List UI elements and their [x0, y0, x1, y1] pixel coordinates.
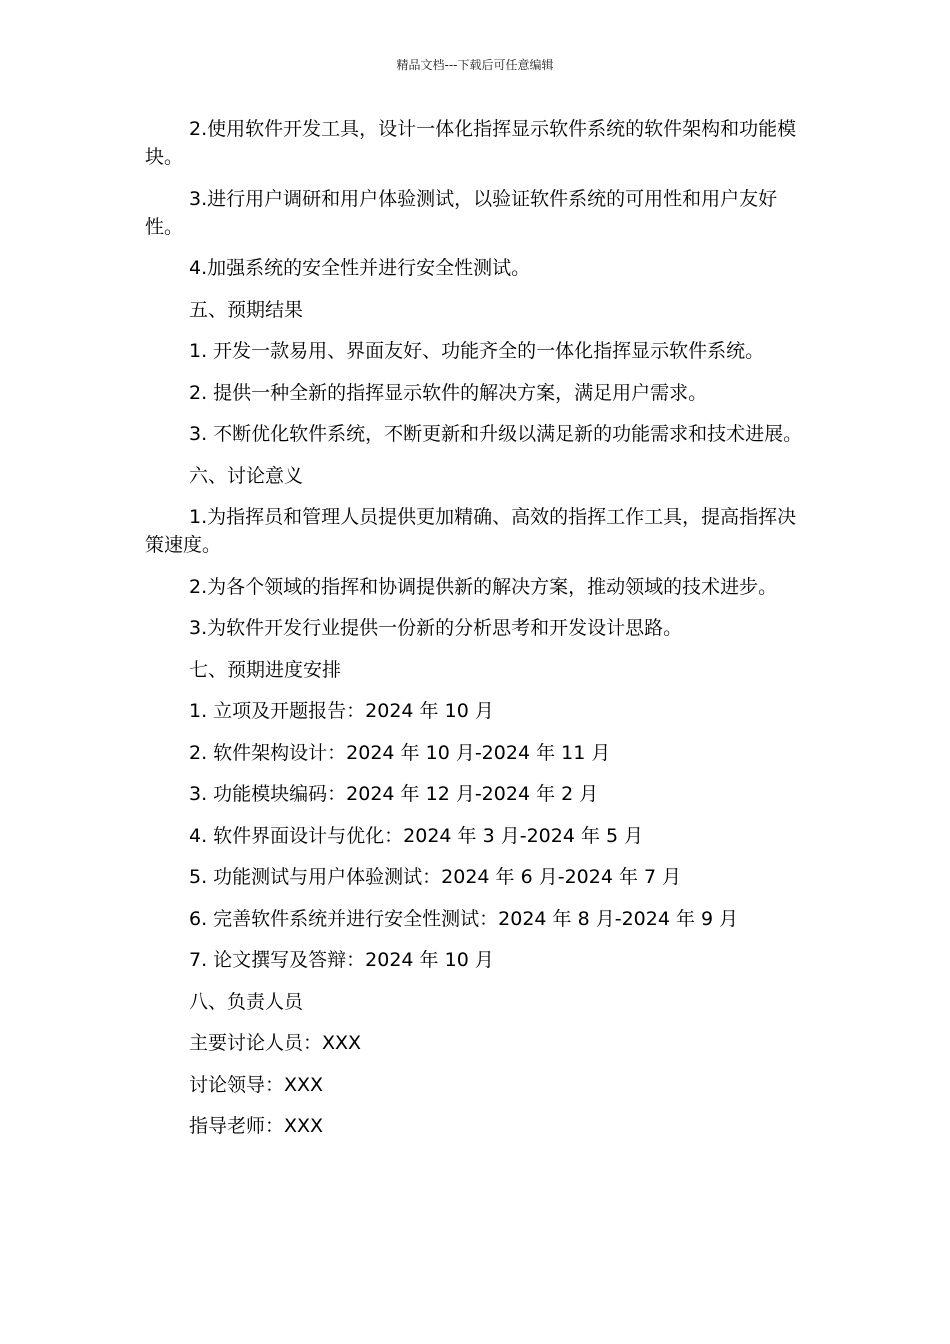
document-body — [145, 115, 811, 1154]
personnel-advisor: 指导老师：XXX — [189, 1115, 324, 1137]
paragraph-significance-2: 2.为各个领域的指挥和协调提供新的解决方案，推动领域的技术进步。 — [189, 575, 778, 598]
schedule-item-2: 2. 软件架构设计：2024 年 10 月-2024 年 11 月 — [189, 741, 611, 764]
schedule-item-5: 5. 功能测试与用户体验测试：2024 年 6 月-2024 年 7 月 — [189, 866, 682, 888]
personnel-main-researcher: 主要讨论人员：XXX — [189, 1032, 362, 1054]
paragraph-task-4: 4.加强系统的安全性并进行安全性测试。 — [189, 257, 531, 279]
personnel-leader: 讨论领导：XXX — [189, 1073, 324, 1096]
paragraph-significance-3: 3.为软件开发行业提供一份新的分析思考和开发设计思路。 — [189, 617, 683, 639]
paragraph-significance-1: 1.为指挥员和管理人员提供更加精确、高效的指挥工作工具，提高指挥决策速度。 — [145, 506, 797, 556]
schedule-item-6: 6. 完善软件系统并进行安全性测试：2024 年 8 月-2024 年 9 月 — [189, 907, 739, 930]
section-heading-significance: 六、讨论意义 — [189, 464, 304, 487]
schedule-item-4: 4. 软件界面设计与优化：2024 年 3 月-2024 年 5 月 — [189, 824, 644, 847]
paragraph-task-3: 3.进行用户调研和用户体验测试，以验证软件系统的可用性和用户友好性。 — [145, 187, 778, 238]
section-heading-expected-results: 五、预期结果 — [189, 298, 304, 321]
paragraph-result-2: 2. 提供一种全新的指挥显示软件的解决方案，满足用户需求。 — [189, 381, 708, 404]
schedule-item-3: 3. 功能模块编码：2024 年 12 月-2024 年 2 月 — [189, 783, 599, 805]
schedule-item-1: 1. 立项及开题报告：2024 年 10 月 — [189, 700, 494, 722]
paragraph-result-1: 1. 开发一款易用、界面友好、功能齐全的一体化指挥显示软件系统。 — [189, 340, 765, 362]
paragraph-task-2: 2.使用软件开发工具，设计一体化指挥显示软件系统的软件架构和功能模块。 — [145, 118, 797, 168]
paragraph-result-3: 3. 不断优化软件系统，不断更新和升级以满足新的功能需求和技术进展。 — [189, 423, 803, 445]
schedule-item-7: 7. 论文撰写及答辩：2024 年 10 月 — [189, 949, 494, 971]
section-heading-schedule: 七、预期进度安排 — [189, 658, 342, 681]
page-header: 精品文档---下载后可任意编辑 — [396, 58, 554, 72]
section-heading-personnel: 八、负责人员 — [189, 990, 304, 1013]
